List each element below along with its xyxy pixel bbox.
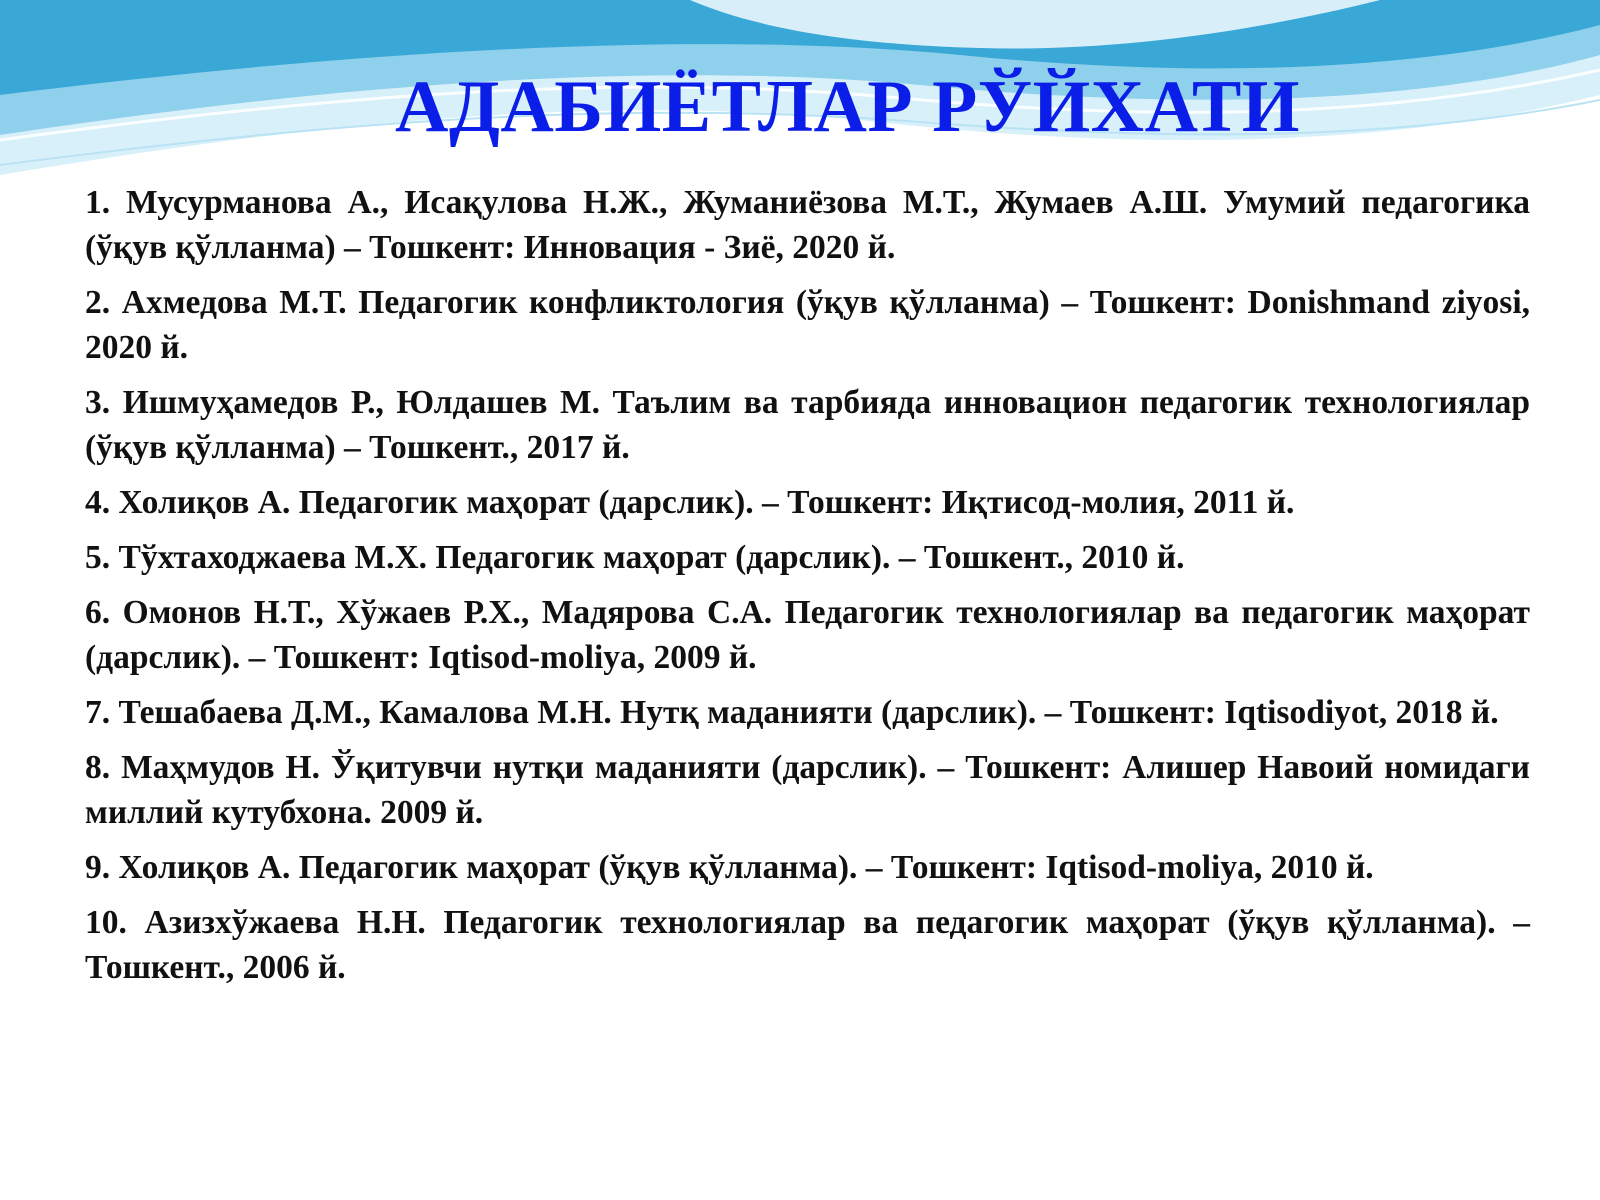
reference-list [85,180,1530,1000]
reference-text: Ахмедова М.Т. Педагогик конфликтология (ўқув қўлланма) – Тошкент: Donishmand ziyosi, 2020 й. [85,284,1530,366]
reference-text: Ишмуҳамедов Р., Юлдашев М. Таълим ва тарбияда инновацион педагогик технологиялар (ўқув қўлланма) – Тошкент., 2017 й. [85,384,1531,466]
reference-text: Мусурманова А., Исақулова Н.Ж., Жуманиёзова М.Т., Жумаев А.Ш. Умумий педагогика (ўқув қўлланма) – Тошкент: Инновация - Зиё, 2020 й. [85,184,1531,266]
reference-item-1 [85,180,1530,270]
reference-item-4 [85,480,1530,525]
reference-item-2 [85,280,1530,370]
slide-title: АДАБИЁТЛАР РЎЙХАТИ [395,66,1300,148]
reference-number: 5. [85,539,111,576]
reference-number: 7. [85,694,111,731]
reference-item-9 [85,845,1530,890]
reference-item-8 [85,745,1530,835]
reference-number: 8. [85,749,111,786]
reference-number: 10. [85,904,127,941]
reference-item-10 [85,900,1530,990]
reference-text: Холиқов А. Педагогик маҳорат (дарслик). – Тошкент: Иқтисод-молия, 2011 й. [118,484,1295,521]
reference-text: Тешабаева Д.М., Камалова М.Н. Нутқ маданияти (дарслик). – Тошкент: Iqtisodiyot, 2018 й. [118,694,1499,731]
reference-text: Тўхтаходжаева М.Х. Педагогик маҳорат (дарслик). – Тошкент., 2010 й. [118,539,1185,576]
reference-number: 1. [85,184,111,221]
reference-text: Холиқов А. Педагогик маҳорат (ўқув қўлланма). – Тошкент: Iqtisod-moliya, 2010 й. [118,849,1374,886]
reference-text: Азизхўжаева Н.Н. Педагогик технологиялар ва педагогик маҳорат (ўқув қўлланма). – Тошкент., 2006 й. [85,904,1530,986]
reference-number: 4. [85,484,111,521]
reference-item-7 [85,690,1530,735]
reference-item-3 [85,380,1530,470]
reference-number: 2. [85,284,111,321]
reference-number: 9. [85,849,111,886]
reference-text: Омонов Н.Т., Хўжаев Р.Х., Мадярова С.А. Педагогик технологиялар ва педагогик маҳорат (дарслик). – Тошкент: Iqtisod-moliya, 2009 й. [85,594,1531,676]
reference-number: 6. [85,594,111,631]
reference-number: 3. [85,384,111,421]
reference-item-5 [85,535,1530,580]
reference-item-6 [85,590,1530,680]
reference-text: Маҳмудов Н. Ўқитувчи нутқи маданияти (дарслик). – Тошкент: Алишер Навоий номидаги миллий кутубхона. 2009 й. [85,749,1530,831]
